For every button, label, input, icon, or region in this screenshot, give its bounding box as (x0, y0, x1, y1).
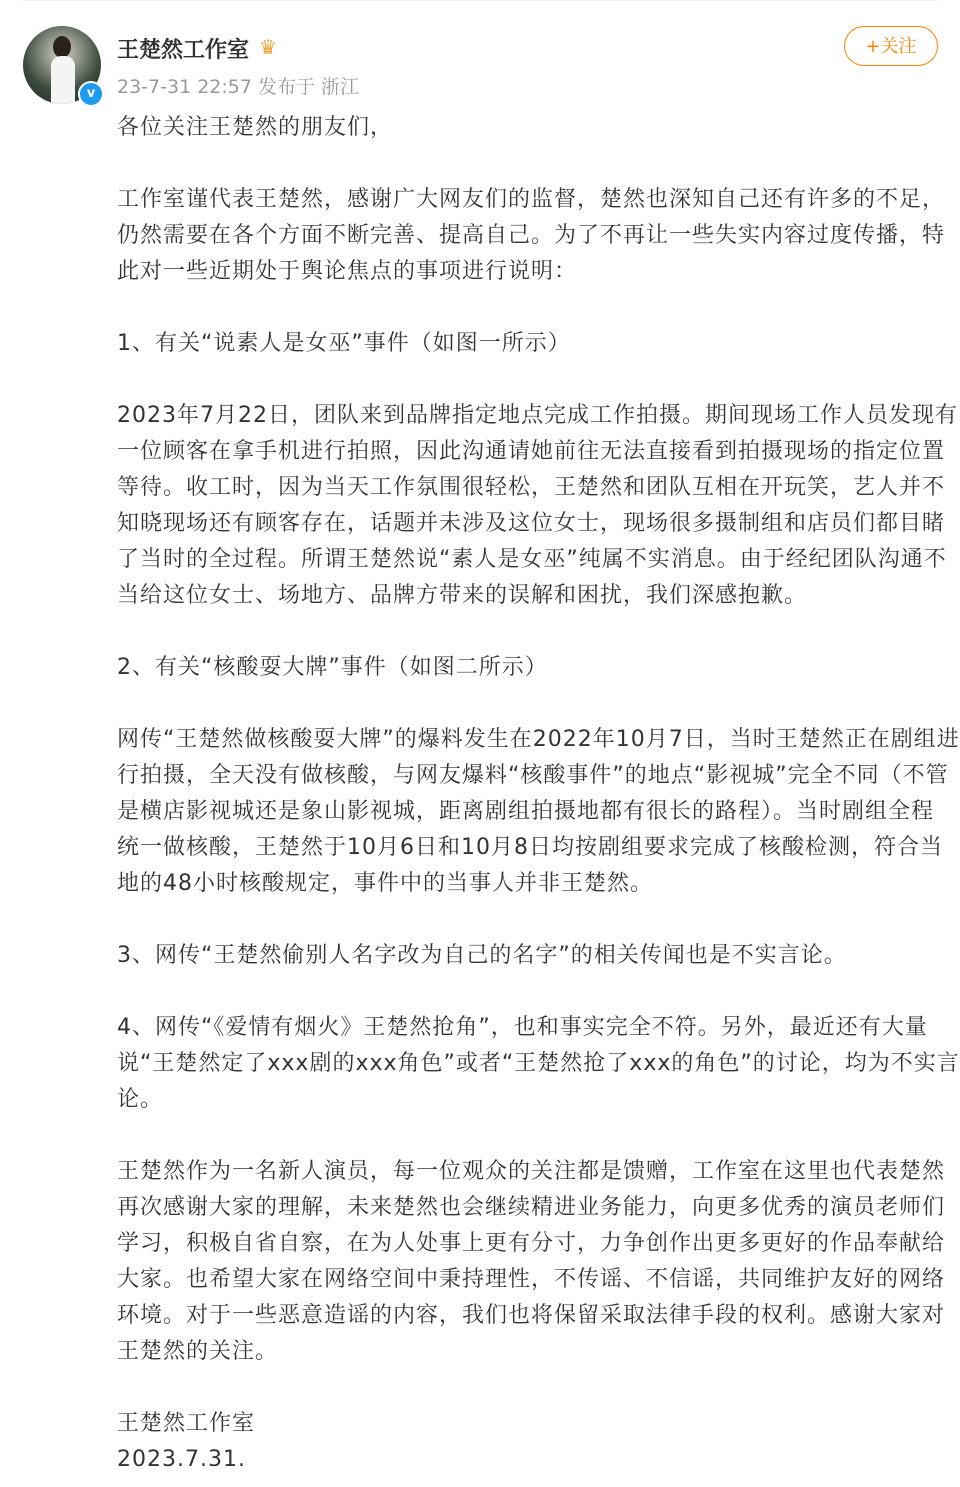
post-line (117, 290, 960, 326)
post-line: 2023.7.31. (117, 1447, 246, 1472)
post-line: 2023年7月22日，团队来到品牌指定地点完成工作拍摄。期间现场工作人员发现有 (117, 403, 958, 428)
post-line: 工作室谨代表王楚然，感谢广大网友们的监督，楚然也深知自己还有许多的不足， (117, 187, 946, 212)
follow-button[interactable]: +关注 (844, 26, 938, 66)
post-line: 王楚然的关注。 (117, 1339, 279, 1364)
post-line: 论。 (117, 1087, 164, 1112)
post-line: 地的48小时核酸规定，事件中的当事人并非王楚然。 (117, 871, 653, 896)
post-meta: 23-7-31 22:57 发布于 浙江 (117, 76, 360, 98)
post-line: 王楚然作为一名新人演员，每一位观众的关注都是馈赠，工作室在这里也代表楚然 (117, 1159, 946, 1184)
verified-icon: v (78, 81, 104, 107)
post-line (117, 362, 960, 398)
post-line: 此对一些近期处于舆论焦点的事项进行说明： (117, 259, 578, 284)
author-name[interactable]: 王楚然工作室 (117, 38, 250, 63)
post-line: 1、有关“说素人是女巫”事件（如图一所示） (117, 331, 571, 356)
post-line (117, 1370, 960, 1406)
post-line: 大家。也希望大家在网络空间中秉持理性，不传谣、不信谣，共同维护友好的网络 (117, 1267, 946, 1292)
post-line (117, 686, 960, 722)
post-line: 网传“王楚然做核酸耍大牌”的爆料发生在2022年10月7日，当时王楚然正在剧组进 (117, 727, 960, 752)
post-line: 行拍摄，全天没有做核酸，与网友爆料“核酸事件”的地点“影视城”完全不同（不管 (117, 763, 949, 788)
post-line: 当给这位女士、场地方、品牌方带来的误解和困扰，我们深感抱歉。 (117, 583, 808, 608)
post-line: 各位关注王楚然的朋友们， (117, 115, 394, 140)
post-line (117, 902, 960, 938)
post-line: 一位顾客在拿手机进行拍照，因此沟通请她前往无法直接看到拍摄现场的指定位置 (117, 439, 946, 464)
post-line: 说“王楚然定了xxx剧的xxx角色”或者“王楚然抢了xxx的角色”的讨论，均为不实言 (117, 1051, 960, 1076)
divider (22, 0, 938, 1)
post-line: 学习，积极自省自察，在为人处事上更有分寸，力争创作出更多更好的作品奉献给 (117, 1231, 946, 1256)
post-line: 2、有关“核酸耍大牌”事件（如图二所示） (117, 655, 548, 680)
crown-icon: ♛ (259, 35, 277, 59)
post-line (117, 614, 960, 650)
post-line: 了当时的全过程。所谓王楚然说“素人是女巫”纯属不实消息。由于经纪团队沟通不 (117, 547, 947, 572)
post-line (117, 1118, 960, 1154)
post-line: 再次感谢大家的理解，未来楚然也会继续精进业务能力，向更多优秀的演员老师们 (117, 1195, 946, 1220)
post-body (117, 110, 960, 1478)
post-line: 仍然需要在各个方面不断完善、提高自己。为了不再让一些失实内容过度传播，特 (117, 223, 946, 248)
post-line: 王楚然工作室 (117, 1411, 256, 1436)
post-line (117, 974, 960, 1010)
post-line: 环境。对于一些恶意造谣的内容，我们也将保留采取法律手段的权利。感谢大家对 (117, 1303, 946, 1328)
post-line: 3、网传“王楚然偷别人名字改为自己的名字”的相关传闻也是不实言论。 (117, 943, 847, 968)
post-line: 等待。收工时，因为当天工作氛围很轻松，王楚然和团队互相在开玩笑，艺人并不 (117, 475, 946, 500)
post-line: 是横店影视城还是象山影视城，距离剧组拍摄地都有很长的路程）。当时剧组全程 (117, 799, 935, 824)
post-line: 4、网传“《爱情有烟火》王楚然抢角”，也和事实完全不符。另外，最近还有大量 (117, 1015, 928, 1040)
post-line: 知晓现场还有顾客存在，话题并未涉及这位女士，现场很多摄制组和店员们都目睹 (117, 511, 946, 536)
post-line (117, 146, 960, 182)
post-line: 统一做核酸，王楚然于10月6日和10月8日均按剧组要求完成了核酸检测，符合当 (117, 835, 943, 860)
